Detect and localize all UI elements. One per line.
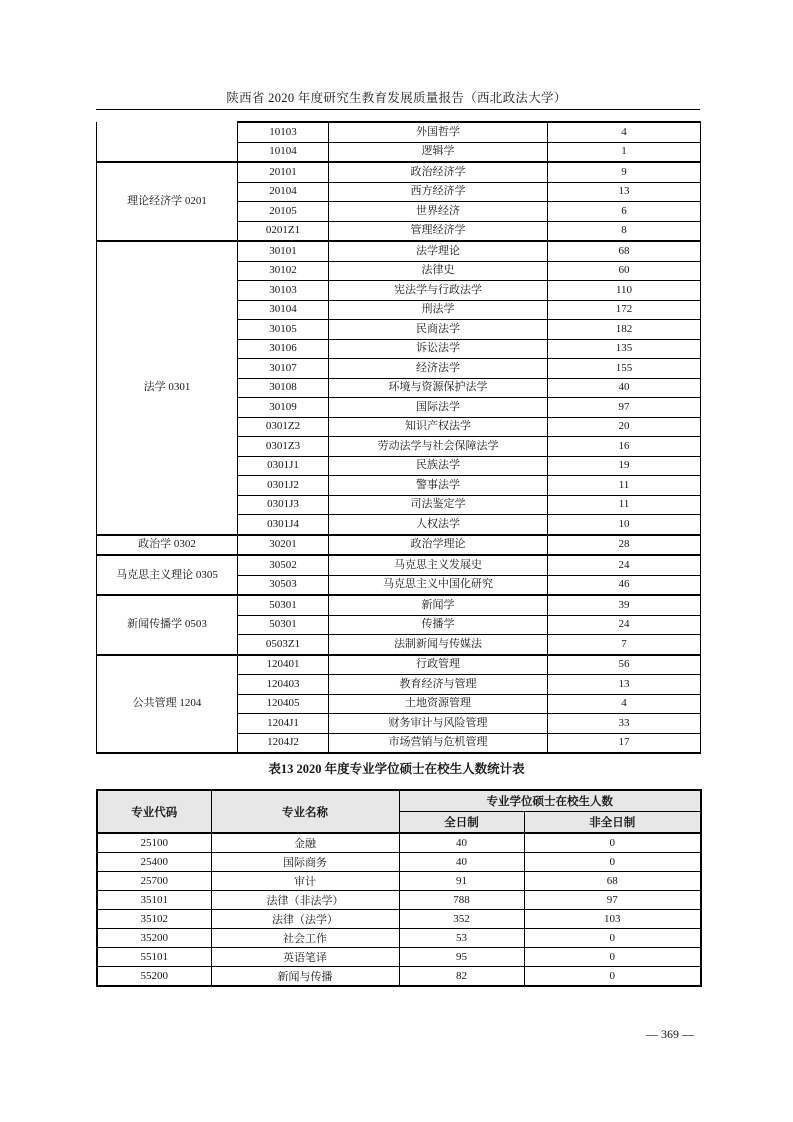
discipline-group-cell: 政治学 0302 xyxy=(97,535,238,556)
table-row xyxy=(97,241,701,261)
program-name-cell: 法律（法学） xyxy=(211,910,399,929)
fulltime-count-cell: 53 xyxy=(399,929,524,948)
program-code-cell: 35102 xyxy=(97,910,211,929)
page-header-title: 陕西省 2020 年度研究生教育发展质量报告（西北政法大学） xyxy=(226,91,567,105)
major-code-cell: 0301J3 xyxy=(238,495,329,515)
student-count-cell: 110 xyxy=(548,281,701,301)
professional-table-body xyxy=(97,833,701,986)
student-count-cell: 10 xyxy=(548,515,701,535)
parttime-count-cell: 97 xyxy=(524,891,701,910)
major-code-cell: 0301Z3 xyxy=(238,437,329,457)
student-count-cell: 16 xyxy=(548,437,701,457)
major-name-cell: 行政管理 xyxy=(329,655,548,675)
program-code-cell: 55101 xyxy=(97,948,211,967)
discipline-group-cell: 马克思主义理论 0305 xyxy=(97,555,238,595)
student-count-cell: 7 xyxy=(548,635,701,655)
major-code-cell: 0301J4 xyxy=(238,515,329,535)
table-row xyxy=(97,910,701,929)
major-code-cell: 30109 xyxy=(238,398,329,418)
student-count-cell: 40 xyxy=(548,378,701,398)
student-count-cell: 28 xyxy=(548,535,701,556)
major-code-cell: 0301J2 xyxy=(238,476,329,496)
major-code-cell: 0201Z1 xyxy=(238,221,329,241)
student-count-cell: 24 xyxy=(548,615,701,635)
table-row xyxy=(97,555,701,575)
program-name-cell: 金融 xyxy=(211,833,399,853)
student-count-cell: 182 xyxy=(548,320,701,340)
major-name-cell: 财务审计与风险管理 xyxy=(329,714,548,734)
major-code-cell: 30201 xyxy=(238,535,329,556)
header-cell-fulltime: 全日制 xyxy=(399,812,524,834)
program-code-cell: 35200 xyxy=(97,929,211,948)
major-code-cell: 30102 xyxy=(238,261,329,281)
major-code-cell: 10104 xyxy=(238,142,329,162)
major-name-cell: 世界经济 xyxy=(329,202,548,222)
student-count-cell: 46 xyxy=(548,575,701,595)
student-count-cell: 172 xyxy=(548,300,701,320)
discipline-group-cell xyxy=(97,122,238,162)
major-name-cell: 人权法学 xyxy=(329,515,548,535)
major-code-cell: 30502 xyxy=(238,555,329,575)
major-code-cell: 30101 xyxy=(238,241,329,261)
major-name-cell: 宪法学与行政法学 xyxy=(329,281,548,301)
major-code-cell: 30105 xyxy=(238,320,329,340)
table-row xyxy=(97,655,701,675)
fulltime-count-cell: 91 xyxy=(399,872,524,891)
major-name-cell: 经济法学 xyxy=(329,359,548,379)
table-row xyxy=(97,535,701,556)
header-rule xyxy=(96,109,700,110)
parttime-count-cell: 0 xyxy=(524,833,701,853)
program-code-cell: 25100 xyxy=(97,833,211,853)
major-name-cell: 民族法学 xyxy=(329,456,548,476)
professional-master-enrollment-table xyxy=(96,789,702,987)
major-name-cell: 劳动法学与社会保障法学 xyxy=(329,437,548,457)
table-row xyxy=(97,891,701,910)
table-row xyxy=(97,162,701,182)
student-count-cell: 1 xyxy=(548,142,701,162)
header-cell-parttime: 非全日制 xyxy=(524,812,701,834)
major-name-cell: 传播学 xyxy=(329,615,548,635)
student-count-cell: 11 xyxy=(548,495,701,515)
student-count-cell: 11 xyxy=(548,476,701,496)
student-count-cell: 56 xyxy=(548,655,701,675)
major-name-cell: 逻辑学 xyxy=(329,142,548,162)
program-name-cell: 法律（非法学） xyxy=(211,891,399,910)
major-code-cell: 30108 xyxy=(238,378,329,398)
major-name-cell: 诉讼法学 xyxy=(329,339,548,359)
major-code-cell: 30103 xyxy=(238,281,329,301)
major-name-cell: 法律史 xyxy=(329,261,548,281)
discipline-group-cell: 法学 0301 xyxy=(97,241,238,535)
student-count-cell: 13 xyxy=(548,182,701,202)
student-count-cell: 13 xyxy=(548,675,701,695)
program-name-cell: 社会工作 xyxy=(211,929,399,948)
parttime-count-cell: 0 xyxy=(524,929,701,948)
major-name-cell: 马克思主义中国化研究 xyxy=(329,575,548,595)
fulltime-count-cell: 95 xyxy=(399,948,524,967)
major-name-cell: 民商法学 xyxy=(329,320,548,340)
major-code-cell: 1204J2 xyxy=(238,733,329,753)
student-count-cell: 39 xyxy=(548,595,701,615)
major-code-cell: 0301Z2 xyxy=(238,417,329,437)
major-name-cell: 警事法学 xyxy=(329,476,548,496)
student-count-cell: 20 xyxy=(548,417,701,437)
program-name-cell: 英语笔译 xyxy=(211,948,399,967)
major-code-cell: 30104 xyxy=(238,300,329,320)
table-row xyxy=(97,595,701,615)
academic-table-body xyxy=(97,122,701,753)
header-cell-enrollment-group: 专业学位硕士在校生人数 xyxy=(399,790,701,812)
parttime-count-cell: 0 xyxy=(524,967,701,987)
program-code-cell: 35101 xyxy=(97,891,211,910)
student-count-cell: 60 xyxy=(548,261,701,281)
major-code-cell: 20101 xyxy=(238,162,329,182)
table-row xyxy=(97,833,701,853)
major-name-cell: 马克思主义发展史 xyxy=(329,555,548,575)
page-number: — 369 — xyxy=(646,1027,694,1041)
discipline-group-cell: 公共管理 1204 xyxy=(97,655,238,754)
major-name-cell: 管理经济学 xyxy=(329,221,548,241)
major-code-cell: 20105 xyxy=(238,202,329,222)
student-count-cell: 8 xyxy=(548,221,701,241)
major-code-cell: 30106 xyxy=(238,339,329,359)
student-count-cell: 135 xyxy=(548,339,701,359)
major-name-cell: 国际法学 xyxy=(329,398,548,418)
major-code-cell: 120403 xyxy=(238,675,329,695)
program-name-cell: 审计 xyxy=(211,872,399,891)
academic-master-enrollment-table xyxy=(96,121,701,754)
major-code-cell: 20104 xyxy=(238,182,329,202)
student-count-cell: 24 xyxy=(548,555,701,575)
discipline-group-cell: 理论经济学 0201 xyxy=(97,162,238,241)
major-name-cell: 西方经济学 xyxy=(329,182,548,202)
major-name-cell: 知识产权法学 xyxy=(329,417,548,437)
major-name-cell: 环境与资源保护法学 xyxy=(329,378,548,398)
student-count-cell: 19 xyxy=(548,456,701,476)
major-code-cell: 0301J1 xyxy=(238,456,329,476)
student-count-cell: 9 xyxy=(548,162,701,182)
fulltime-count-cell: 788 xyxy=(399,891,524,910)
major-name-cell: 市场营销与危机管理 xyxy=(329,733,548,753)
major-name-cell: 教育经济与管理 xyxy=(329,675,548,695)
table-row xyxy=(97,122,701,142)
parttime-count-cell: 68 xyxy=(524,872,701,891)
student-count-cell: 17 xyxy=(548,733,701,753)
fulltime-count-cell: 82 xyxy=(399,967,524,987)
major-code-cell: 30503 xyxy=(238,575,329,595)
program-code-cell: 25700 xyxy=(97,872,211,891)
student-count-cell: 155 xyxy=(548,359,701,379)
major-code-cell: 50301 xyxy=(238,595,329,615)
major-code-cell: 120401 xyxy=(238,655,329,675)
student-count-cell: 33 xyxy=(548,714,701,734)
table-row xyxy=(97,929,701,948)
student-count-cell: 97 xyxy=(548,398,701,418)
table-row xyxy=(97,948,701,967)
parttime-count-cell: 0 xyxy=(524,853,701,872)
program-code-cell: 55200 xyxy=(97,967,211,987)
student-count-cell: 4 xyxy=(548,122,701,142)
student-count-cell: 6 xyxy=(548,202,701,222)
student-count-cell: 4 xyxy=(548,694,701,714)
fulltime-count-cell: 352 xyxy=(399,910,524,929)
parttime-count-cell: 0 xyxy=(524,948,701,967)
major-name-cell: 法制新闻与传媒法 xyxy=(329,635,548,655)
table-row xyxy=(97,967,701,987)
major-code-cell: 0503Z1 xyxy=(238,635,329,655)
header-cell-program-code: 专业代码 xyxy=(97,790,211,833)
header-cell-program-name: 专业名称 xyxy=(211,790,399,833)
major-name-cell: 新闻学 xyxy=(329,595,548,615)
major-name-cell: 土地资源管理 xyxy=(329,694,548,714)
program-name-cell: 国际商务 xyxy=(211,853,399,872)
professional-table-header xyxy=(97,790,701,833)
program-name-cell: 新闻与传播 xyxy=(211,967,399,987)
fulltime-count-cell: 40 xyxy=(399,853,524,872)
table-row xyxy=(97,853,701,872)
table-row xyxy=(97,872,701,891)
major-name-cell: 法学理论 xyxy=(329,241,548,261)
major-code-cell: 10103 xyxy=(238,122,329,142)
program-code-cell: 25400 xyxy=(97,853,211,872)
major-name-cell: 政治经济学 xyxy=(329,162,548,182)
major-name-cell: 外国哲学 xyxy=(329,122,548,142)
major-name-cell: 刑法学 xyxy=(329,300,548,320)
discipline-group-cell: 新闻传播学 0503 xyxy=(97,595,238,655)
major-code-cell: 30107 xyxy=(238,359,329,379)
major-name-cell: 政治学理论 xyxy=(329,535,548,556)
major-code-cell: 1204J1 xyxy=(238,714,329,734)
student-count-cell: 68 xyxy=(548,241,701,261)
parttime-count-cell: 103 xyxy=(524,910,701,929)
major-code-cell: 120405 xyxy=(238,694,329,714)
major-code-cell: 50301 xyxy=(238,615,329,635)
fulltime-count-cell: 40 xyxy=(399,833,524,853)
table13-caption: 表13 2020 年度专业学位硕士在校生人数统计表 xyxy=(268,762,525,776)
major-name-cell: 司法鉴定学 xyxy=(329,495,548,515)
